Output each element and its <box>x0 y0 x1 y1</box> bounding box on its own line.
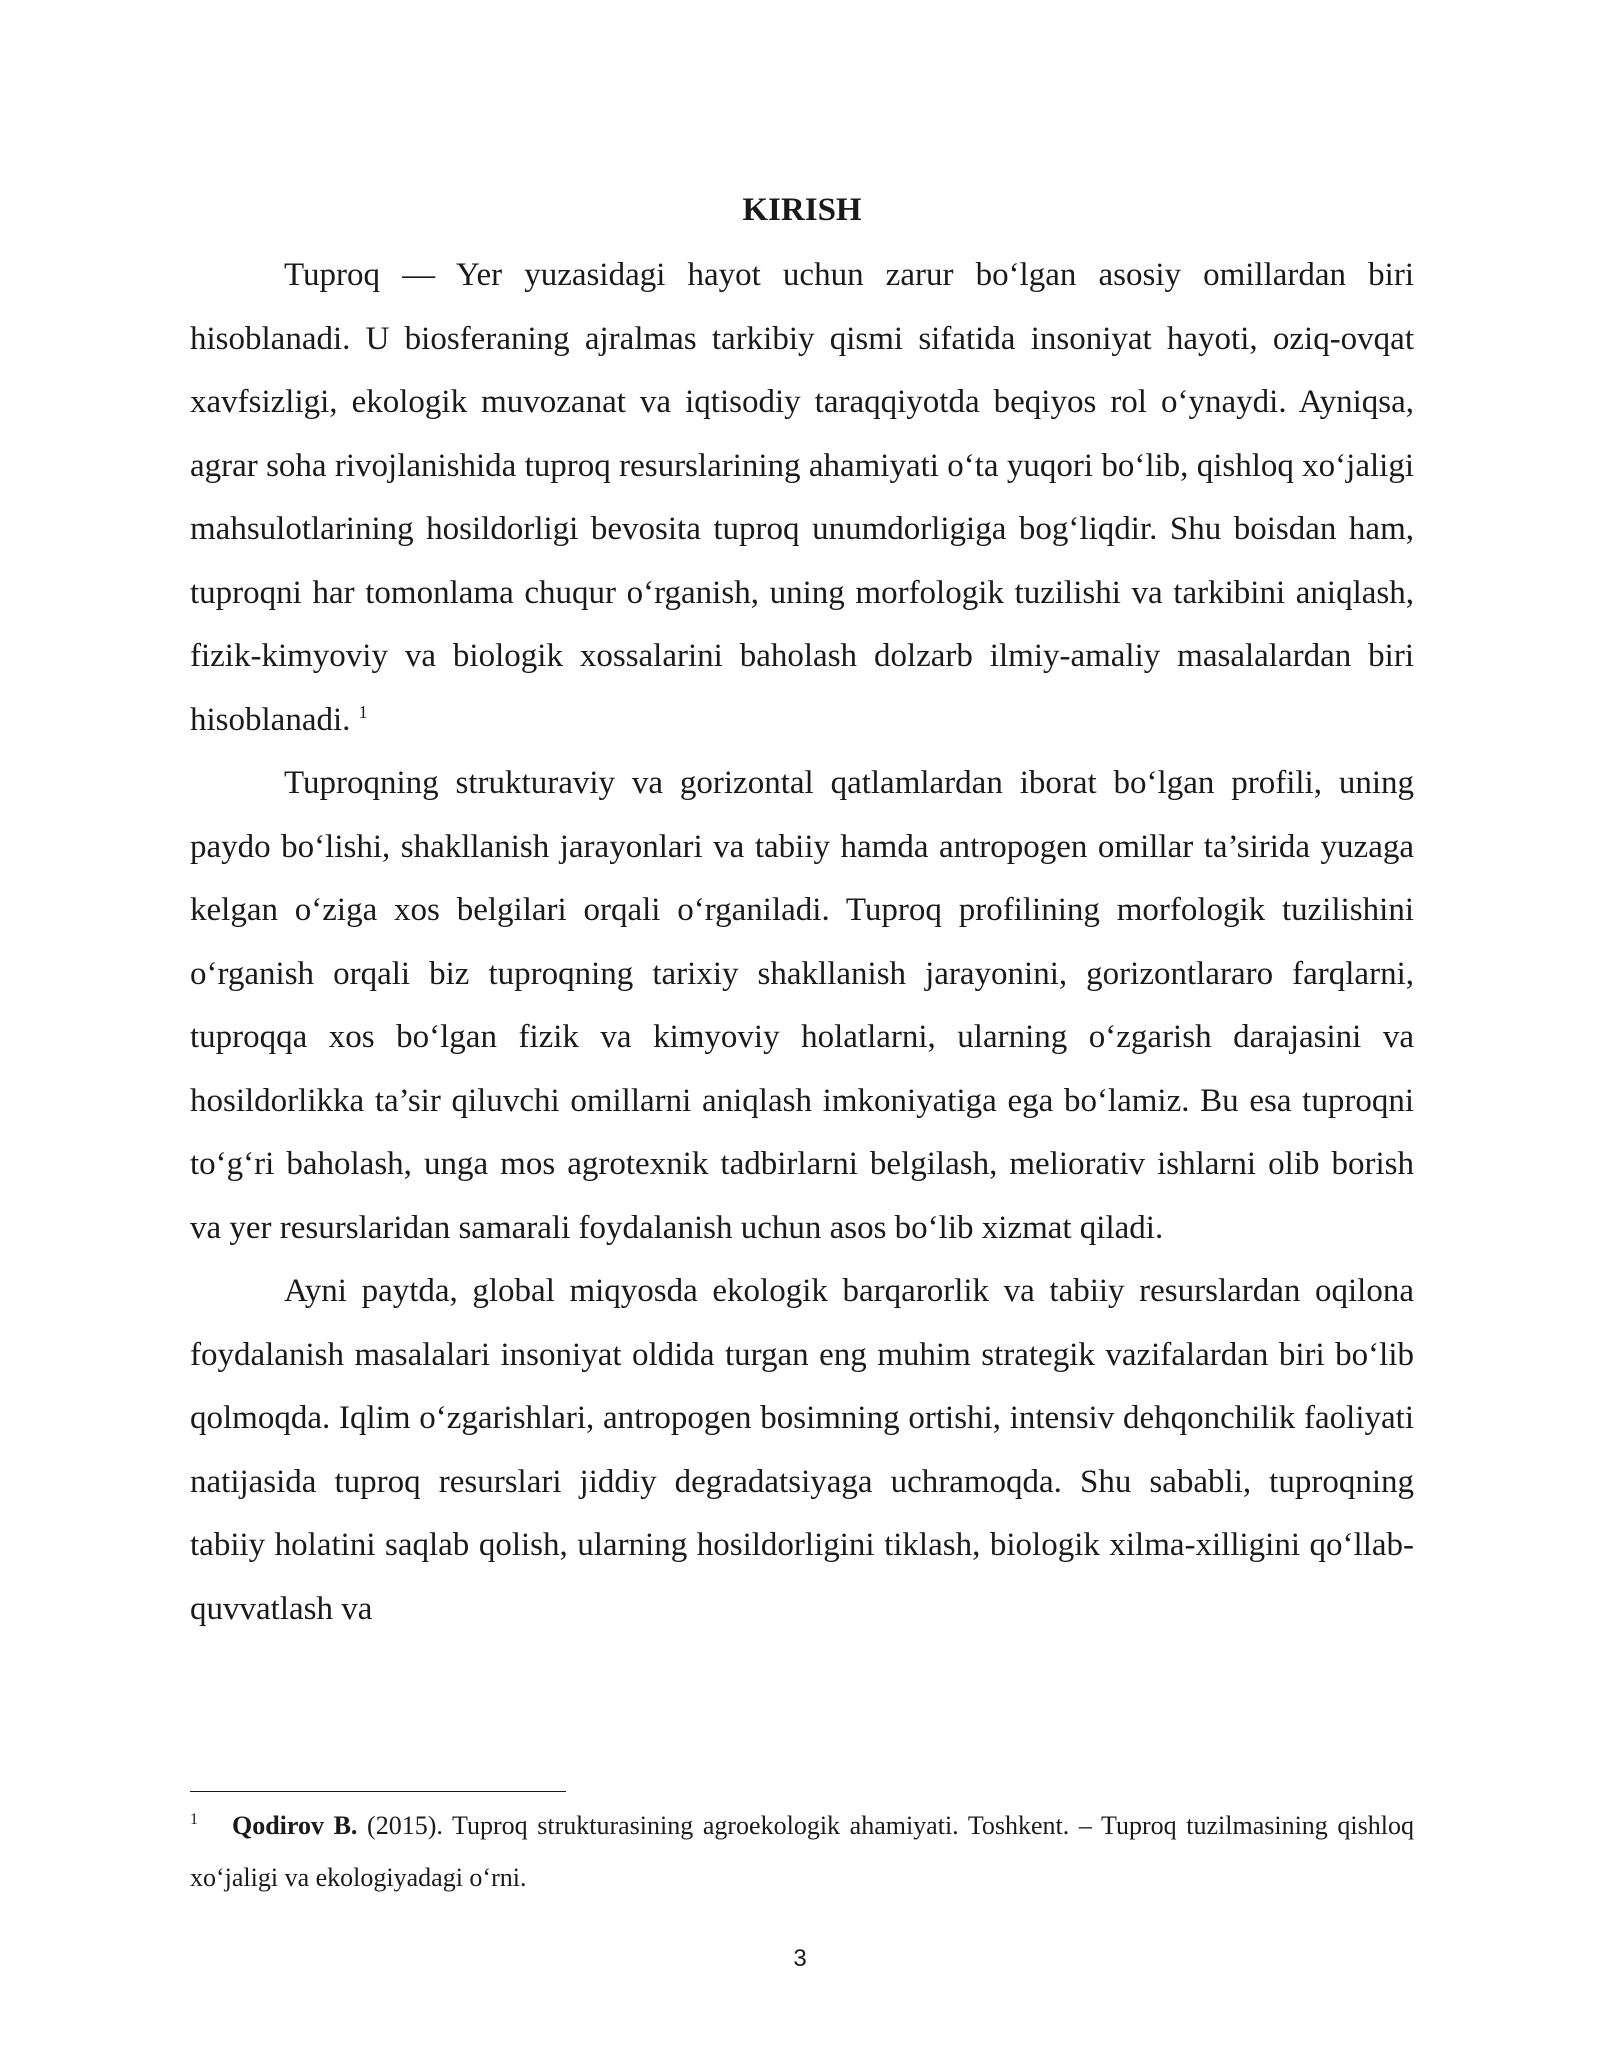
paragraph-3: Ayni paytda, global miqyosda ekologik barqarorlik va tabiiy resurslardan oqilona foydalanish masalalari insoniyat oldida turgan eng muhim strategik vazifalardan biri bo‘lib qolmoqda. Iqlim o‘zgarishlari, antropogen bosimning ortishi, intensiv dehqonchilik faoliyati natijasida tuproq resurslari jiddiy degradatsiyaga uchramoqda. Shu sababli, tuproqning tabiiy holatini saqlab qolish, ularning hosildorligini tiklash, biologik xilma-xilligini qo‘llab-quvvatlash va <box>190 1273 1414 1627</box>
footnote-text: (2015). Tuproq strukturasining agroekologik ahamiyati. Toshkent. – Tuproq tuzilmasining qishloq xo‘jaligi va ekologiyadagi o‘rni. <box>190 1811 1414 1892</box>
paragraph-1-text: Tuproq — Yer yuzasidagi hayot uchun zarur bo‘lgan asosiy omillardan biri hisoblanadi. U biosferaning ajralmas tarkibiy qismi sifatida insoniyat hayoti, oziq-ovqat xavfsizligi, ekologik muvozanat va iqtisodiy taraqqiyotda beqiyos rol o‘ynaydi. Ayniqsa, agrar soha rivojlanishida tuproq resurslarining ahamiyati o‘ta yuqori bo‘lib, qishloq xo‘jaligi mahsulotlarining hosildorligi bevosita tuproq unumdorligiga bog‘liqdir. Shu boisdan ham, tuproqni har tomonlama chuqur o‘rganish, uning morfologik tuzilishi va tarkibini aniqlash, fizik-kimyoviy va biologik xossalarini baholash dolzarb ilmiy-amaliy masalalardan biri hisoblanadi. <box>190 257 1414 738</box>
paragraph-2: Tuproqning strukturaviy va gorizontal qatlamlardan iborat bo‘lgan profili, uning paydo bo‘lishi, shakllanish jarayonlari va tabiiy hamda antropogen omillar ta’sirida yuzaga kelgan o‘ziga xos belgilari orqali o‘rganiladi. Tuproq profilining morfologik tuzilishini o‘rganish orqali biz tuproqning tarixiy shakllanish jarayonini, gorizontlararo farqlarni, tuproqqa xos bo‘lgan fizik va kimyoviy holatlarni, ularning o‘zgarish darajasini va hosildorlikka ta’sir qiluvchi omillarni aniqlash imkoniyatiga ega bo‘lamiz. Bu esa tuproqni to‘g‘ri baholash, unga mos agrotexnik tadbirlarni belgilash, meliorativ ishlarni olib borish va yer resurslaridan samarali foydalanish uchun asos bo‘lib xizmat qiladi. <box>190 765 1414 1246</box>
page-body <box>190 180 1414 1641</box>
footnote-reference[interactable]: 1 <box>358 701 368 722</box>
footnote-mark: 1 <box>190 1811 198 1829</box>
section-title: KIRISH <box>742 192 862 228</box>
footnote-separator <box>190 1791 566 1792</box>
page-number: 3 <box>793 1945 807 1972</box>
footnote <box>190 1800 1414 1904</box>
paragraph-1 <box>190 244 1414 752</box>
footnote-author: Qodirov B. <box>232 1811 358 1840</box>
